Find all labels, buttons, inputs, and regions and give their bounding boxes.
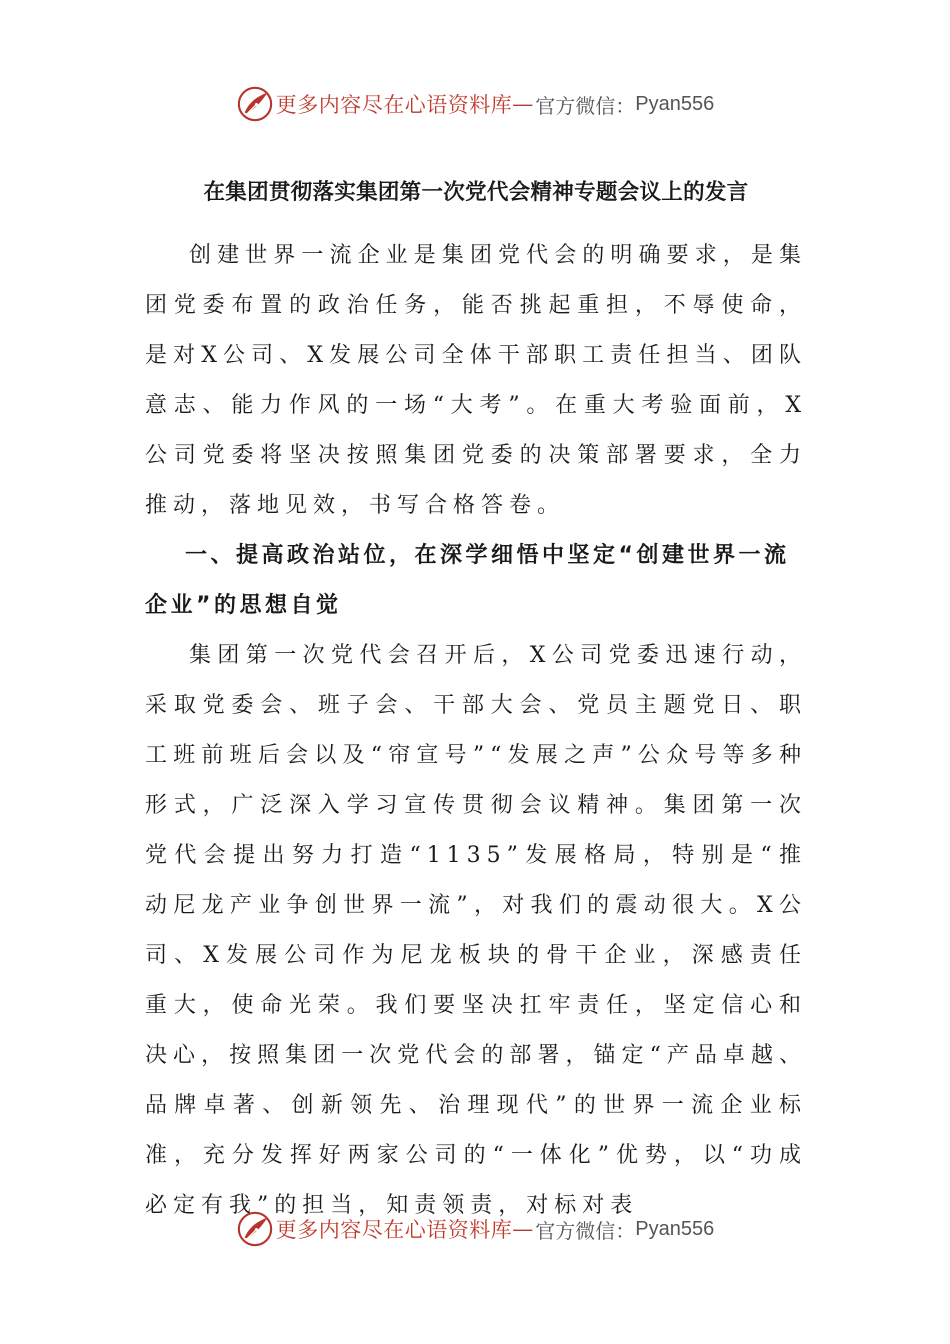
pen-nib-logo-icon bbox=[236, 85, 274, 123]
watermark-wechat-label: 官方微信： bbox=[535, 1218, 636, 1243]
intro-paragraph: 创建世界一流企业是集团党代会的明确要求，是集团党委布置的政治任务，能否挑起重担，不辱使命，是对X公司、X发展公司全体干部职工责任担当、团队意志、能力作风的一场“大考”。在重大考验面前，X公司党委将坚决按照集团党委的决策部署要求，全力推动，落地见效，书写合格答卷。 bbox=[145, 243, 807, 518]
watermark-dash: — bbox=[512, 1217, 534, 1241]
watermark-wechat-id: Pyan556 bbox=[635, 1217, 715, 1240]
section-paragraph: 集团第一次党代会召开后，X公司党委迅速行动，采取党委会、班子会、干部大会、党员主题党日、职工班前班后会以及“帘宣号”“发展之声”公众号等多种形式，广泛深入学习宣传贯彻会议精神。集团第一次党代会提出努力打造“1135”发展格局，特别是“推动尼龙产业争创世界一流”，对我们的震动很大。X公司、X发展公司作为尼龙板块的骨干企业，深感责任重大，使命光荣。我们要坚决扛牢责任，坚定信心和决心，按照集团一次党代会的部署，锚定“产品卓越、品牌卓著、创新领先、治理现代”的世界一流企业标准，充分发挥好两家公司的“一体化”优势，以“功成必定有我”的担当，知责领责，对标对表 bbox=[145, 643, 807, 1218]
document-title: 在集团贯彻落实集团第一次党代会精神专题会议上的发言 bbox=[203, 180, 749, 205]
watermark-main-text: 更多内容尽在心语资料库 bbox=[275, 1218, 513, 1242]
document-body bbox=[145, 171, 807, 1231]
watermark-banner-top bbox=[0, 82, 950, 126]
watermark-dash: — bbox=[512, 92, 534, 116]
section-heading: 一、提高政治站位，在深学细悟中坚定“创建世界一流企业”的思想自觉 bbox=[145, 543, 790, 618]
watermark-wechat-id: Pyan556 bbox=[635, 92, 715, 115]
watermark-banner-bottom bbox=[0, 1207, 950, 1251]
watermark-wechat-label: 官方微信： bbox=[535, 93, 636, 118]
watermark-main-text: 更多内容尽在心语资料库 bbox=[275, 93, 513, 117]
pen-nib-logo-icon bbox=[236, 1210, 274, 1248]
